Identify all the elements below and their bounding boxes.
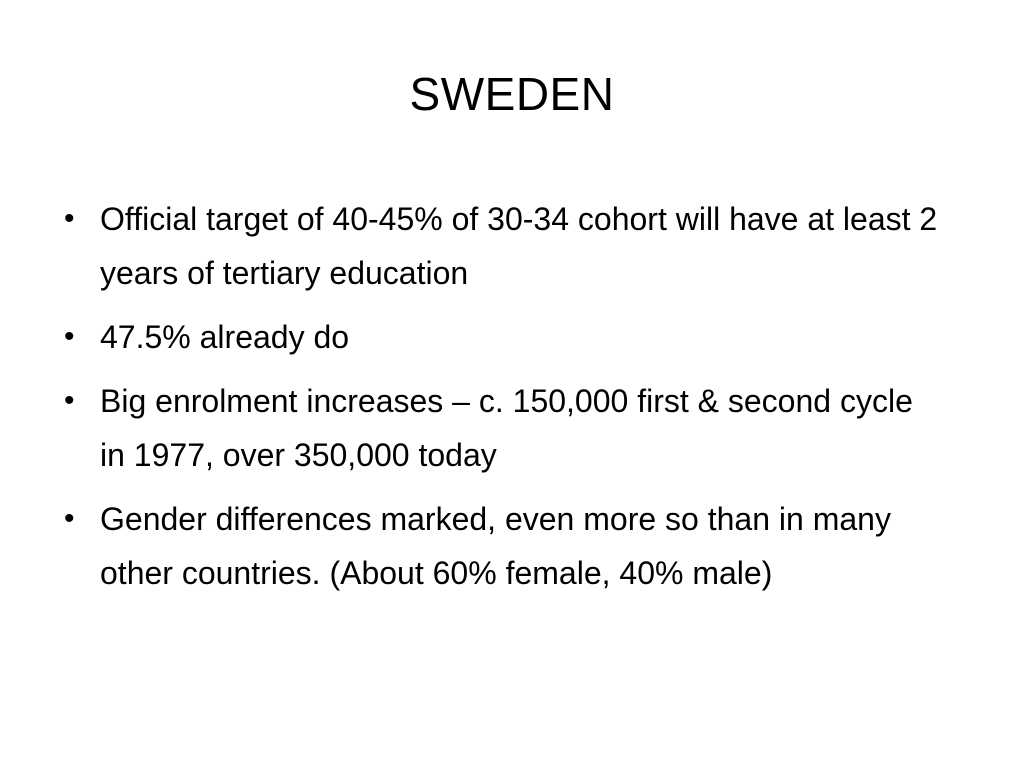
bullet-text: Gender differences marked, even more so than in many other countries. (About 60% female, 40% male) — [100, 501, 891, 591]
bullet-text: Official target of 40-45% of 30-34 cohort will have at least 2 years of tertiary education — [100, 201, 938, 291]
slide-title: SWEDEN — [409, 68, 615, 120]
bullet-item-enrolment — [60, 374, 940, 482]
bullet-text: Big enrolment increases – c. 150,000 first & second cycle in 1977, over 350,000 today — [100, 383, 913, 473]
bullet-item-current — [60, 310, 940, 364]
bullet-dot-icon: • — [64, 502, 75, 535]
bullet-dot-icon: • — [64, 320, 75, 353]
bullet-dot-icon: • — [64, 384, 75, 417]
bullet-dot-icon: • — [64, 202, 75, 235]
bullet-text: 47.5% already do — [100, 319, 350, 355]
bullet-item-gender — [60, 492, 940, 600]
bullet-list — [60, 192, 940, 610]
bullet-item-target — [60, 192, 940, 300]
